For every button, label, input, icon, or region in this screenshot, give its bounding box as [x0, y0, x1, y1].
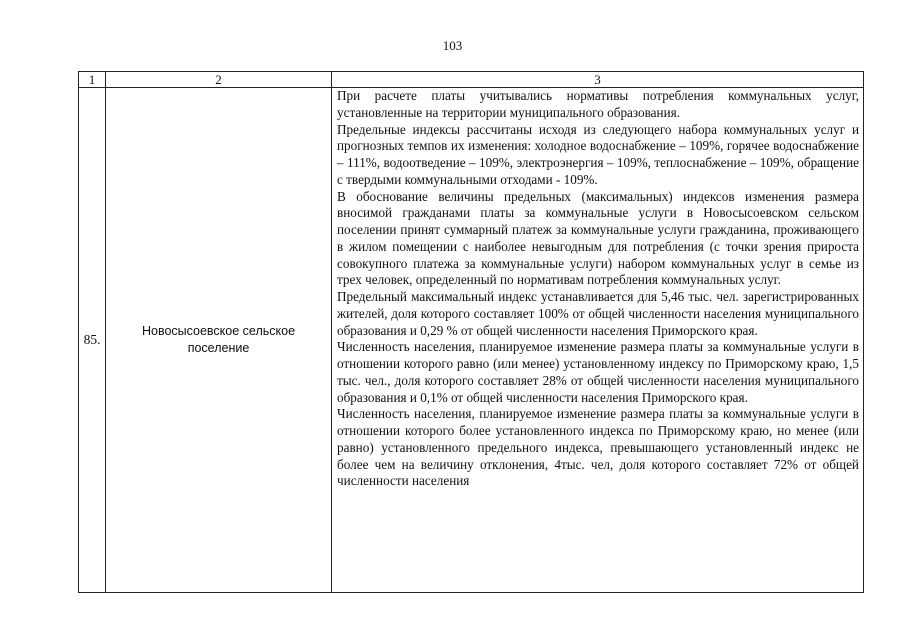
paragraph-norms: При расчете платы учитывались нормативы потребления коммунальных услуг, установленные на территории муниципального образования. — [337, 88, 859, 120]
settlement-name: Новосысоевское сельское поселение — [106, 88, 332, 593]
description-cell — [332, 88, 864, 593]
table-header-row — [79, 72, 864, 88]
page-number: 103 — [442, 38, 463, 53]
table-row — [79, 88, 864, 593]
paragraph-justification: В обоснование величины предельных (максимальных) индексов изменения размера вносимой гражданами платы за коммунальные услуги в Новосысоевском сельском поселении принят суммарный платеж за коммунальные услуги гражданина, проживающего в жилом помещении с наиболее невыгодным для потребления (с точки зрения прироста совокупного платежа за коммунальные услуги) набором коммунальных услуг в семье из трех человек, определенный по нормативам потребления коммунальных услуг. — [337, 188, 859, 288]
column-header-2: 2 — [106, 72, 332, 88]
column-header-3: 3 — [332, 72, 864, 88]
paragraph-max-index: Предельный максимальный индекс устанавливается для 5,46 тыс. чел. зарегистрированных жителей, доля которого составляет 100% от общей численности населения муниципального образования и 0,29 % от общей численности населения Приморского края. — [337, 289, 859, 338]
document-table — [78, 71, 864, 593]
column-header-1: 1 — [79, 72, 106, 88]
row-number: 85. — [79, 88, 106, 593]
paragraph-indices: Предельные индексы рассчитаны исходя из следующего набора коммунальных услуг и прогнозных темпов их изменения: холодное водоснабжение – 109%, горячее водоснабжение – 111%, водоотведение – 109%, электроэнергия – 109%, теплоснабжение – 109%, обращение с твердыми коммунальными отходами - 109%. — [337, 121, 859, 187]
paragraph-population-equal: Численность населения, планируемое изменение размера платы за коммунальные услуги в отношении которого равно (или менее) установленному индексу по Приморскому краю, 1,5 тыс. чел., доля которого составляет 28% от общей численности населения муниципального образования и 0,1% от общей численности населения Приморского края. — [337, 339, 859, 405]
paragraph-population-above: Численность населения, планируемое изменение размера платы за коммунальные услуги в отношении которого более установленного индекса по Приморскому краю, но менее (или равно) установленного предельного индекса, превышающего установленный индекс не более чем на величину отклонения, 4тыс. чел, доля которого составляет 72% от общей численности населения — [337, 406, 859, 489]
